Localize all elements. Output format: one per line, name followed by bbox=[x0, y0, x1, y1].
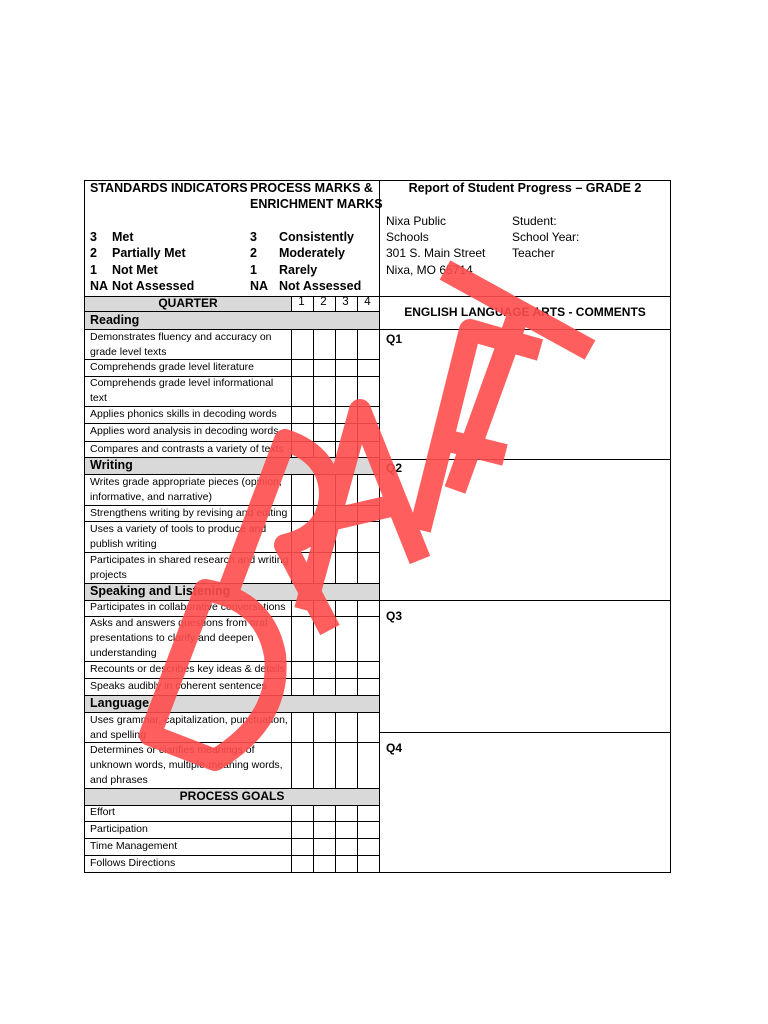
quarter-label: QUARTER bbox=[158, 296, 218, 310]
q1-divider bbox=[379, 459, 671, 460]
process-legend-3: 3 Consistently bbox=[250, 230, 355, 244]
quarter-2-header: 2 bbox=[320, 296, 327, 308]
reading-item-2: Comprehends grade level literature bbox=[90, 361, 255, 373]
q2-divider bbox=[379, 600, 671, 601]
reading-item-6: Compares and contrasts a variety of texts bbox=[90, 443, 284, 455]
school-year-label: School Year: bbox=[512, 230, 580, 244]
process-marks-title: PROCESS MARKS & bbox=[250, 181, 373, 195]
writing-item-2: Strengthens writing by revising and editing bbox=[90, 507, 288, 519]
school-name-line1: Nixa Public bbox=[386, 214, 447, 228]
school-name-line2: Schools bbox=[386, 230, 429, 244]
language-item-1: Uses grammar, capitalization, punctuation, and spelling bbox=[90, 714, 288, 741]
speaking-section-title: Speaking and Listening bbox=[90, 584, 231, 598]
process-legend-2: 2 Moderately bbox=[250, 246, 345, 260]
comments-header-bottom bbox=[379, 329, 671, 330]
reading-item-1: Demonstrates fluency and accuracy on grade level texts bbox=[90, 331, 272, 358]
process-goal-time-management: Time Management bbox=[90, 840, 178, 852]
school-address2: Nixa, MO 65714 bbox=[386, 263, 473, 277]
comments-title: ENGLISH LANGUAGE ARTS - COMMENTS bbox=[404, 305, 646, 319]
enrichment-marks-title: ENRICHMENT MARKS bbox=[250, 197, 383, 211]
reading-item-3: Comprehends grade level informational text bbox=[90, 377, 274, 404]
writing-item-1: Writes grade appropriate pieces (opinion, informative, and narrative) bbox=[90, 476, 282, 503]
standard-legend-2: 2 Partially Met bbox=[90, 246, 186, 260]
quarter-1-header: 1 bbox=[298, 296, 305, 308]
q3-comment-label: Q3 bbox=[386, 609, 403, 623]
standard-legend-1: 1 Not Met bbox=[90, 263, 158, 277]
q2-comment-label: Q2 bbox=[386, 461, 403, 475]
column-divider bbox=[379, 180, 380, 873]
standards-indicators-title: STANDARDS INDICATORS bbox=[90, 181, 248, 195]
writing-item-3: Uses a variety of tools to produce and publish writing bbox=[90, 523, 267, 550]
standard-legend-na: NA Not Assessed bbox=[90, 279, 195, 293]
report-title: Report of Student Progress – GRADE 2 bbox=[408, 181, 642, 195]
process-legend-1: 1 Rarely bbox=[250, 263, 318, 277]
writing-section-title: Writing bbox=[90, 458, 133, 472]
school-address1: 301 S. Main Street bbox=[386, 246, 486, 260]
quarter-4-header: 4 bbox=[364, 296, 371, 308]
process-goal-participation: Participation bbox=[90, 823, 148, 835]
q3-divider bbox=[379, 732, 671, 733]
writing-item-4: Participates in shared research and writing projects bbox=[90, 554, 289, 581]
q1-comment-label: Q1 bbox=[386, 332, 403, 346]
reading-section-title: Reading bbox=[90, 313, 140, 327]
language-item-2: Determines or clarifies meanings of unknown words, multiple-meaning words, and phrases bbox=[90, 744, 283, 786]
quarter-3-header: 3 bbox=[342, 296, 349, 308]
student-label: Student: bbox=[512, 214, 557, 228]
speaking-item-3: Recounts or describes key ideas & details bbox=[90, 663, 285, 675]
speaking-item-4: Speaks audibly in coherent sentences bbox=[90, 680, 267, 692]
speaking-item-2: Asks and answers questions from oral presentations to clarify and deepen understanding bbox=[90, 617, 268, 659]
comments-header-top bbox=[379, 296, 671, 297]
reading-item-5: Applies word analysis in decoding words bbox=[90, 425, 279, 437]
process-goal-follows-directions: Follows Directions bbox=[90, 857, 176, 869]
process-goal-effort: Effort bbox=[90, 806, 115, 818]
teacher-label: Teacher bbox=[512, 246, 555, 260]
process-legend-na: NA Not Assessed bbox=[250, 279, 362, 293]
standard-legend-3: 3 Met bbox=[90, 230, 134, 244]
process-goals-title: PROCESS GOALS bbox=[179, 789, 285, 803]
q4-comment-label: Q4 bbox=[386, 741, 403, 755]
speaking-item-1: Participates in collaborative conversations bbox=[90, 601, 286, 613]
reading-item-4: Applies phonics skills in decoding words bbox=[90, 408, 277, 420]
language-section-title: Language bbox=[90, 696, 150, 710]
